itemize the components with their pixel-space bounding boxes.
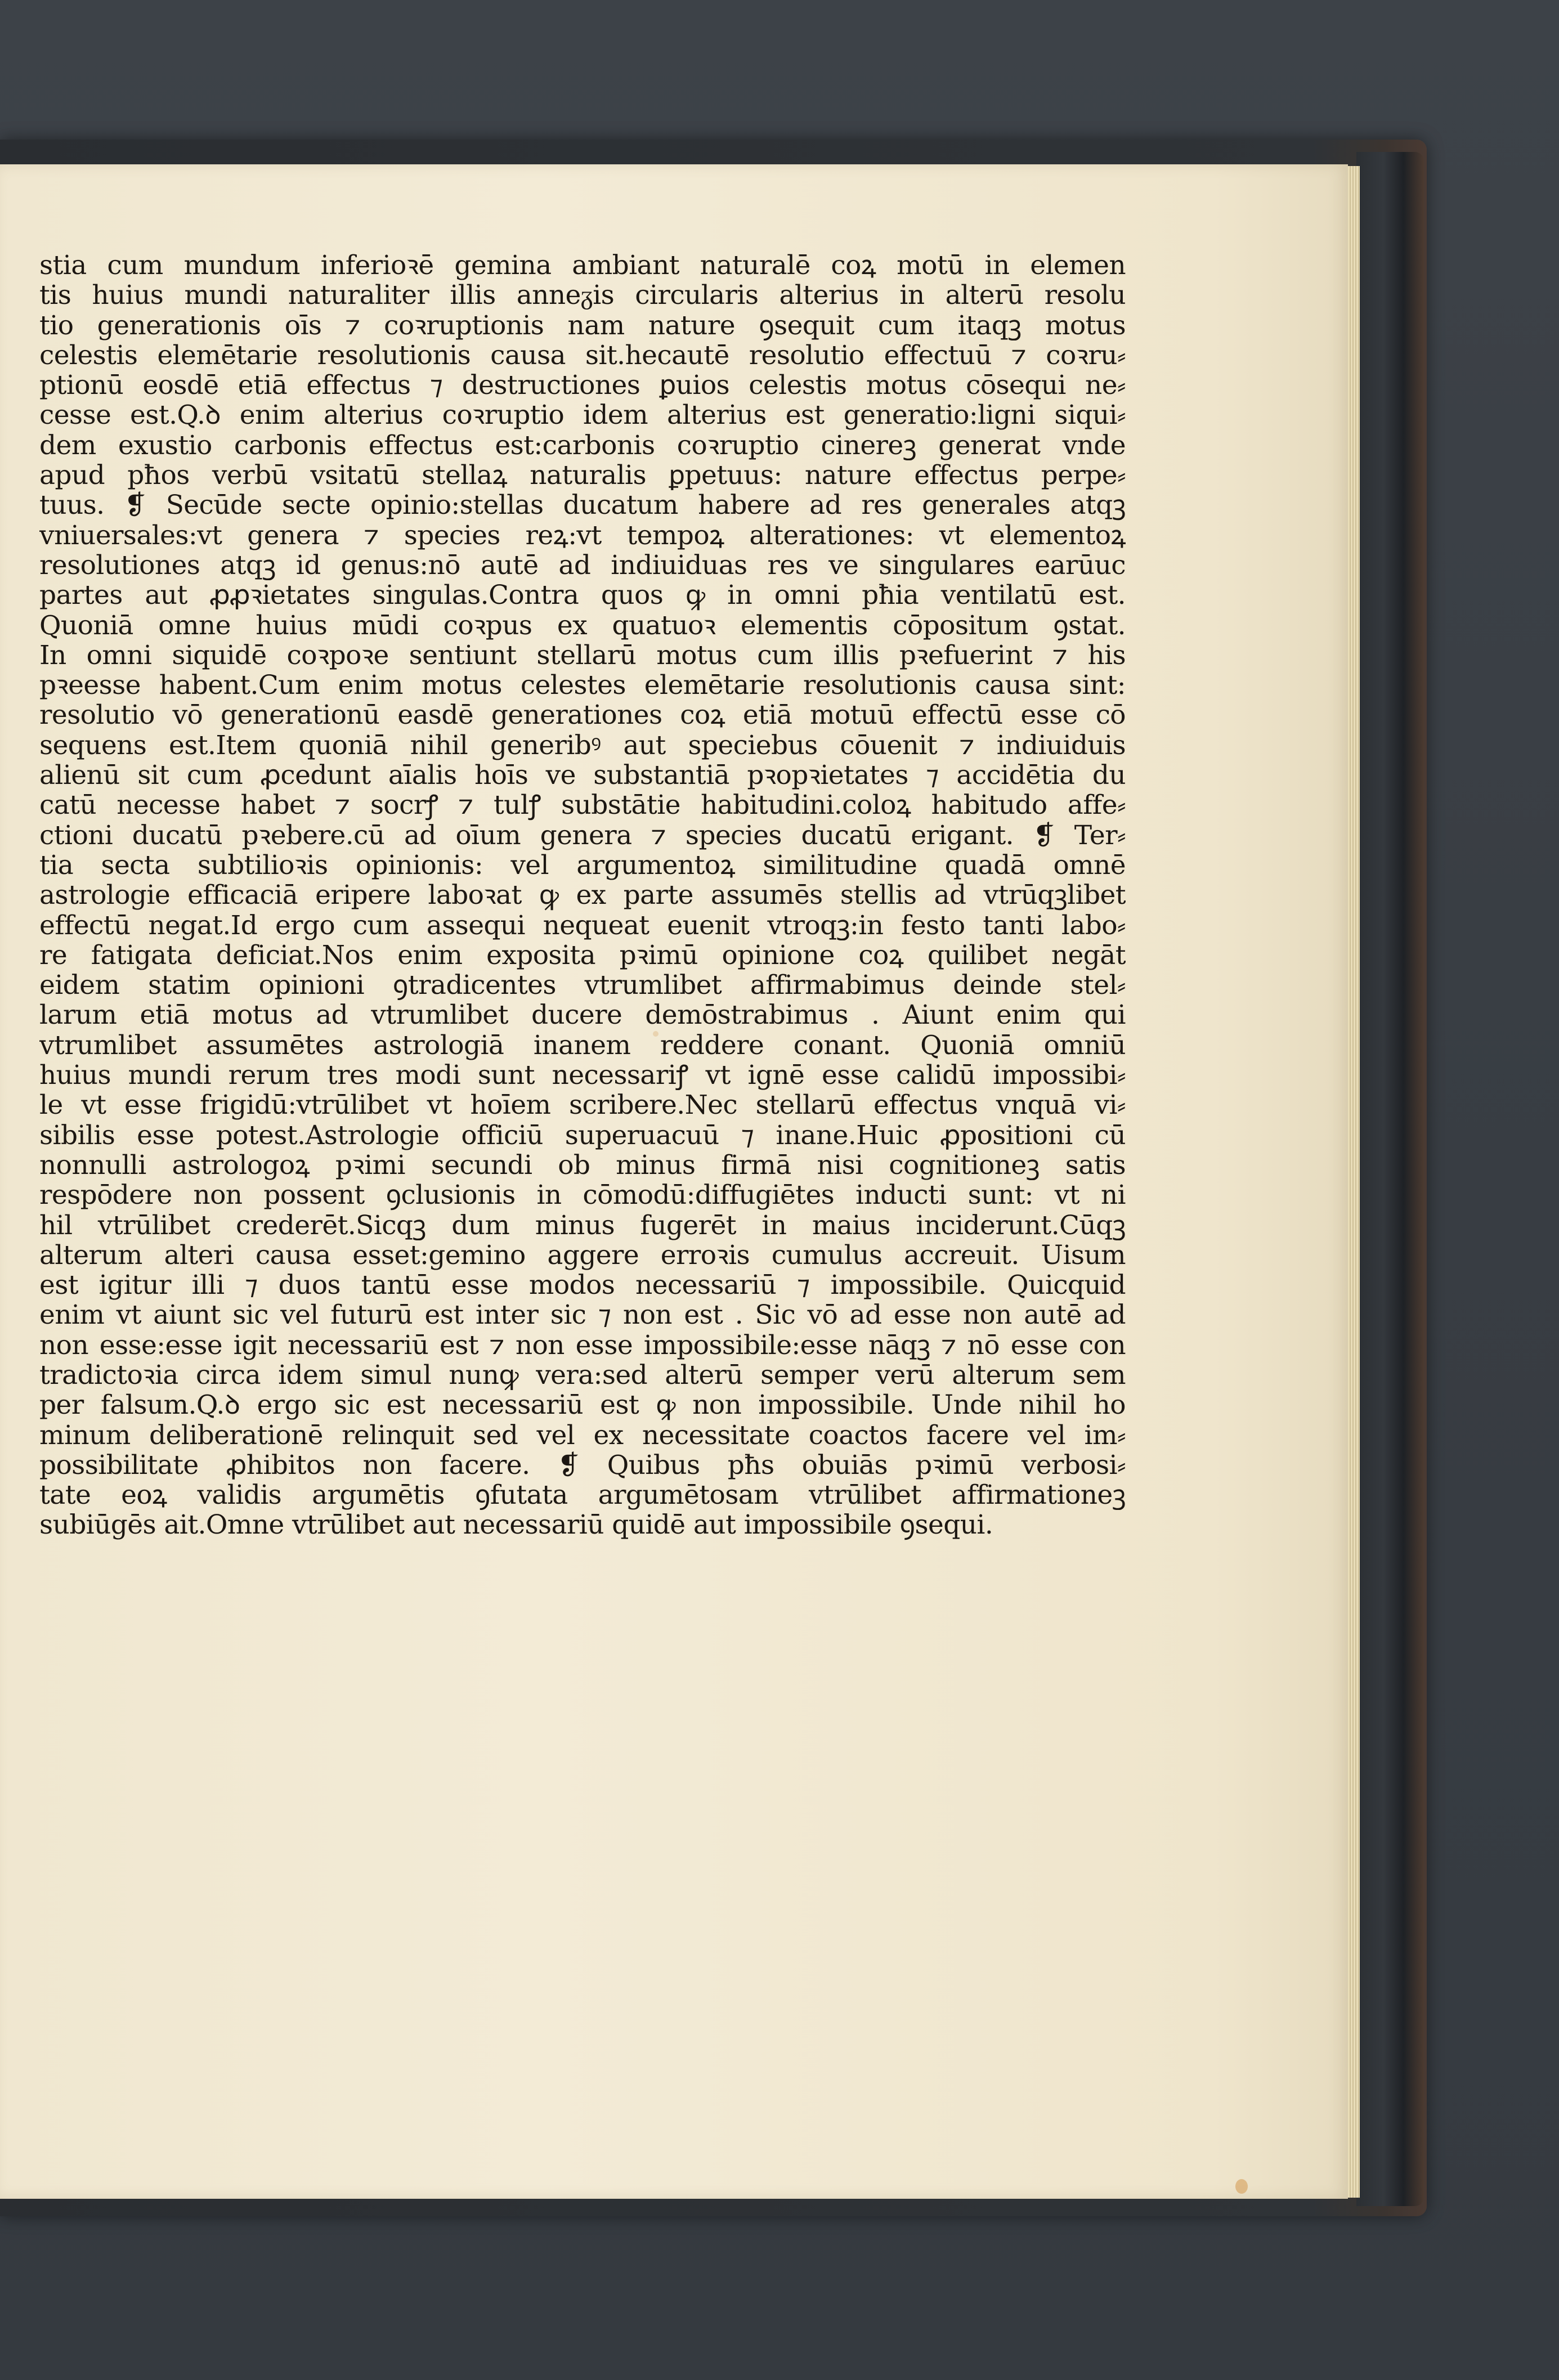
text-line: Quoniā omne huius mūdi coꝛpus ex quatuoꝛ elementis cōpositum ꝯstat.	[39, 610, 1126, 640]
body-text	[39, 250, 1126, 1540]
text-line: stia cum mundum inferioꝛē gemina ambiant naturalē coꝝ motū in elemen	[39, 250, 1126, 281]
text-line: sequens est.Item quoniā nihil generibꝰ aut speciebus cōuenit ⁊ indiuiduis	[39, 730, 1126, 761]
text-line: sibilis esse potest.Astrologie officiū superuacuū ⁊ inane.Huic ꝓpositioni cū	[39, 1120, 1126, 1150]
text-line: resolutio vō generationū easdē generationes coꝝ etiā motuū effectū esse cō	[39, 700, 1126, 730]
text-line: tia secta subtilioꝛis opinionis: vel argumentoꝝ similitudine quadā omnē	[39, 850, 1126, 881]
text-line: per falsum.Q.ꝺ ergo sic est necessariū est ꝙ non impossibile. Unde nihil ho	[39, 1390, 1126, 1420]
book-spine-edge	[1356, 152, 1424, 2206]
text-line: subiūgēs ait.Omne vtrūlibet aut necessariū quidē aut impossibile ꝯsequi.	[39, 1510, 993, 1540]
text-line: dem exustio carbonis effectus est:carbonis coꝛruptio cinereꝫ generat vnde	[39, 430, 1126, 461]
text-line: catū necesse habet ⁊ socrꝭ ⁊ tulꝭ substātie habitudini.coloꝝ habitudo affe⸗	[39, 790, 1126, 821]
text-line: pꝛeesse habent.Cum enim motus celestes elemētarie resolutionis causa sint:	[39, 670, 1126, 701]
text-line: alienū sit cum ꝓcedunt aīalis hoīs ve substantiā pꝛopꝛietates ⁊ accidētia du	[39, 760, 1126, 791]
text-line: eidem statim opinioni ꝯtradicentes vtrumlibet affirmabimus deinde stel⸗	[39, 970, 1126, 1001]
text-line: huius mundi rerum tres modi sunt necessariꝭ vt ignē esse calidū impossibi⸗	[39, 1060, 1126, 1091]
text-line: tis huius mundi naturaliter illis anneᵹis circularis alterius in alterū resolu	[39, 280, 1126, 311]
text-line: apud pħos verbū vsitatū stellaꝝ naturalis ꝑpetuus: nature effectus perpe⸗	[39, 460, 1126, 491]
text-line: minum deliberationē relinquit sed vel ex necessitate coactos facere vel im⸗	[39, 1420, 1126, 1450]
text-line: tuus. ❡ Secūde secte opinio:stellas ducatum habere ad res generales atqꝫ	[39, 490, 1126, 521]
text-line: tradictoꝛia circa idem simul nunꝙ vera:sed alterū semper verū alterum sem	[39, 1360, 1126, 1391]
text-line: cesse est.Q.ꝺ enim alterius coꝛruptio idem alterius est generatio:ligni siqui⸗	[39, 400, 1126, 431]
text-line: enim vt aiunt sic vel futurū est inter sic ⁊ non est . Sic vō ad esse non autē ad	[39, 1300, 1126, 1330]
text-line: hil vtrūlibet crederēt.Sicqꝫ dum minus fugerēt in maius inciderunt.Cūqꝫ	[39, 1210, 1126, 1240]
text-line: astrologie efficaciā eripere laboꝛat ꝙ ex parte assumēs stellis ad vtrūqꝫlibet	[39, 880, 1126, 911]
text-line: le vt esse frigidū:vtrūlibet vt hoīem scribere.Nec stellarū effectus vnquā vi⸗	[39, 1090, 1126, 1120]
text-line: vtrumlibet assumētes astrologiā inanem reddere conant. Quoniā omniū	[39, 1030, 1126, 1061]
text-line: non esse:esse igit necessariū est ⁊ non esse impossibile:esse nāqꝫ ⁊ nō esse con	[39, 1330, 1126, 1360]
foxing-spot	[1235, 2179, 1248, 2194]
text-line: ptionū eosdē etiā effectus ⁊ destructiones ꝑuios celestis motus cōsequi ne⸗	[39, 370, 1126, 401]
text-line: respōdere non possent ꝯclusionis in cōmodū:diffugiētes inducti sunt: vt ni	[39, 1180, 1126, 1211]
text-line: vniuersales:vt genera ⁊ species reꝝ:vt tempoꝝ alterationes: vt elementoꝝ	[39, 520, 1126, 550]
text-line: resolutiones atqꝫ id genus:nō autē ad indiuiduas res ve singulares earūuc	[39, 550, 1126, 581]
text-line: In omni siquidē coꝛpoꝛe sentiunt stellarū motus cum illis pꝛefuerint ⁊ his	[39, 640, 1126, 671]
text-line: nonnulli astrologoꝝ pꝛimi secundi ob minus firmā nisi cognitioneꝫ satis	[39, 1150, 1126, 1181]
text-line: ctioni ducatū pꝛebere.cū ad oīum genera ⁊ species ducatū erigant. ❡ Ter⸗	[39, 820, 1126, 850]
text-line: alterum alteri causa esset:gemino aggere erroꝛis cumulus accreuit. Uisum	[39, 1240, 1126, 1271]
text-line: tate eoꝝ validis argumētis ꝯfutata argumētosam vtrūlibet affirmationeꝫ	[39, 1480, 1126, 1511]
text-line: tio generationis oīs ⁊ coꝛruptionis nam nature ꝯsequit cum itaqꝫ motus	[39, 310, 1126, 340]
text-line: effectū negat.Id ergo cum assequi nequeat euenit vtroqꝫ:in festo tanti labo⸗	[39, 910, 1126, 940]
text-line: celestis elemētarie resolutionis causa sit.hecautē resolutio effectuū ⁊ coꝛru⸗	[39, 340, 1126, 371]
text-line: larum etiā motus ad vtrumlibet ducere demōstrabimus . Aiunt enim qui	[39, 1000, 1126, 1030]
text-line: est igitur illi ⁊ duos tantū esse modos necessariū ⁊ impossibile. Quicquid	[39, 1270, 1126, 1301]
text-line: possibilitate ꝓhibitos non facere. ❡ Quibus pħs obuiās pꝛimū verbosi⸗	[39, 1450, 1126, 1481]
text-line: re fatigata deficiat.Nos enim exposita pꝛimū opinione coꝝ quilibet negāt	[39, 940, 1126, 971]
text-line: partes aut ꝓꝓꝛietates singulas.Contra quos ꝙ in omni pħia ventilatū est.	[39, 580, 1126, 611]
